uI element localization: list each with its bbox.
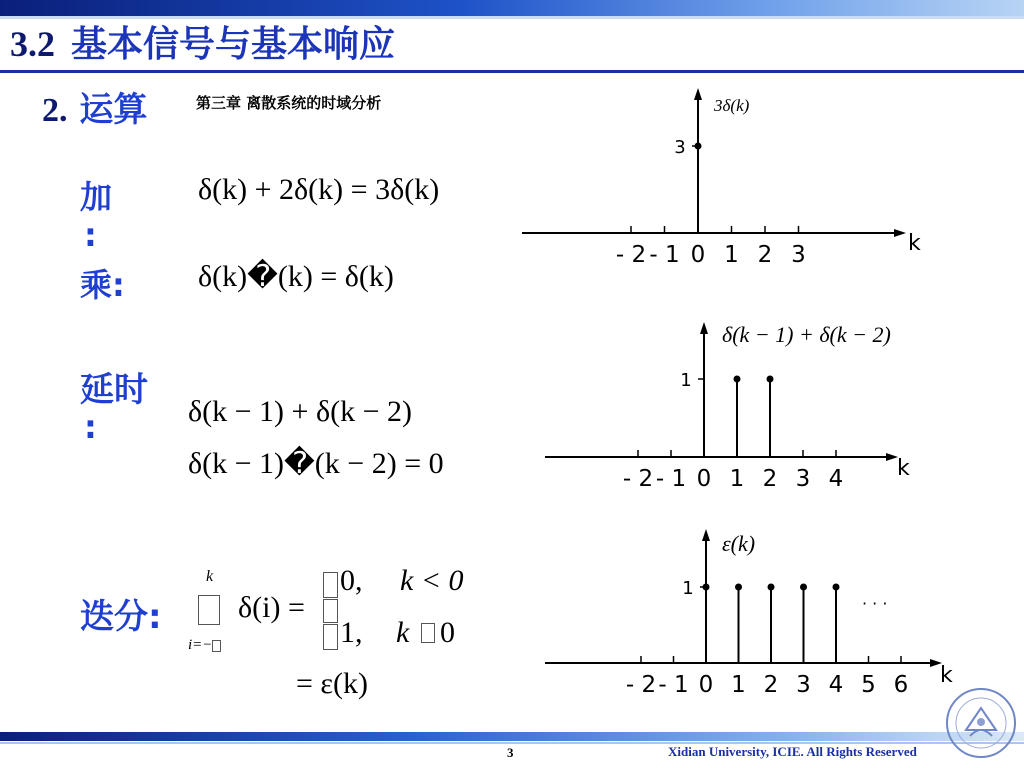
delay-label: 延时 [80,370,148,410]
k-tick-label: 6 [893,672,909,698]
add-formula: δ(k) + 2δ(k) = 3δ(k) [198,173,440,206]
stem-dot [768,584,775,591]
stem-dot [735,584,742,591]
chapter-label: 第三章 离散系统的时域分析 [196,94,382,112]
k-tick-label: - 2 [615,242,647,268]
mul-formula: δ(k)�(k) = δ(k) [198,260,394,293]
value-tick-label: 1 [682,578,694,599]
k-tick-label: 4 [828,672,844,698]
continuation-dots: · · · [862,594,888,613]
signal-label: δ(k − 1) + δ(k − 2) [722,322,891,347]
sum-upper-limit: k [206,568,214,585]
k-tick-label: 1 [731,672,746,698]
k-tick-label: 1 [724,242,739,268]
sum-lower-text: i=− [188,637,213,653]
delay-colon: : [84,408,97,446]
accum-result: = ε(k) [296,667,368,700]
accum-lhs: δ(i) = [238,591,305,624]
add-colon: : [84,216,97,254]
stem-dot [695,143,702,150]
stem-dot [703,584,710,591]
k-tick-label: 0 [690,242,706,268]
k-axis-label: k [908,231,921,256]
k-tick-label: - 2 [625,672,657,698]
k-tick-label: 3 [796,672,811,698]
page-number: 3 [507,745,514,760]
stem-dot [767,376,774,383]
section-number: 3.2 [10,24,55,64]
stem-dot [734,376,741,383]
case-1-condition: k < 0 [400,564,464,597]
k-tick-label: 2 [757,242,773,268]
k-tick-label: - 1 [655,466,687,492]
k-tick-label: 2 [763,672,779,698]
case-2-value: 1, [340,616,363,649]
k-tick-label: 1 [729,466,745,492]
k-tick-label: 0 [698,672,714,698]
k-tick-label: 3 [795,466,811,492]
copyright-text: Xidian University, ICIE. All Rights Reserved [668,744,917,759]
k-axis-label: k [940,663,953,688]
k-axis-arrow-icon [894,229,906,237]
subheading-text: 运算 [79,90,148,130]
k-tick-label: - 1 [658,672,689,698]
accum-label: 迭分: [80,597,162,637]
add-label: 加 [80,178,113,216]
k-tick-label: 4 [828,466,844,492]
section-title: 基本信号与基本响应 [71,24,396,65]
k-tick-label: 3 [791,242,806,268]
delay-formula-2: δ(k − 1)�(k − 2) = 0 [188,447,444,480]
k-tick-label: 2 [762,466,778,492]
mul-label: 乘: [80,266,125,304]
k-tick-label: 0 [696,466,712,492]
signal-label: 3δ(k) [714,96,750,115]
delay-formula-1: δ(k − 1) + δ(k − 2) [188,395,412,428]
stem-dot [800,584,807,591]
k-tick-label: - 1 [649,242,680,268]
k-tick-label: - 2 [622,466,654,492]
case-2-rhs: 0 [440,616,455,649]
subheading-number: 2. [42,92,68,129]
stem-dot [833,584,840,591]
university-seal-logo [944,686,1018,760]
value-axis-arrow-icon [702,529,710,541]
k-tick-label: 5 [861,672,876,698]
k-axis-label: k [897,456,910,481]
case-2-condition: k [396,616,410,649]
case-1-value: 0, [340,564,363,597]
signal-label: ε(k) [722,531,756,556]
value-tick-label: 3 [674,137,686,158]
value-axis-arrow-icon [694,88,702,100]
value-tick-label: 1 [680,370,692,391]
value-axis-arrow-icon [700,322,708,334]
